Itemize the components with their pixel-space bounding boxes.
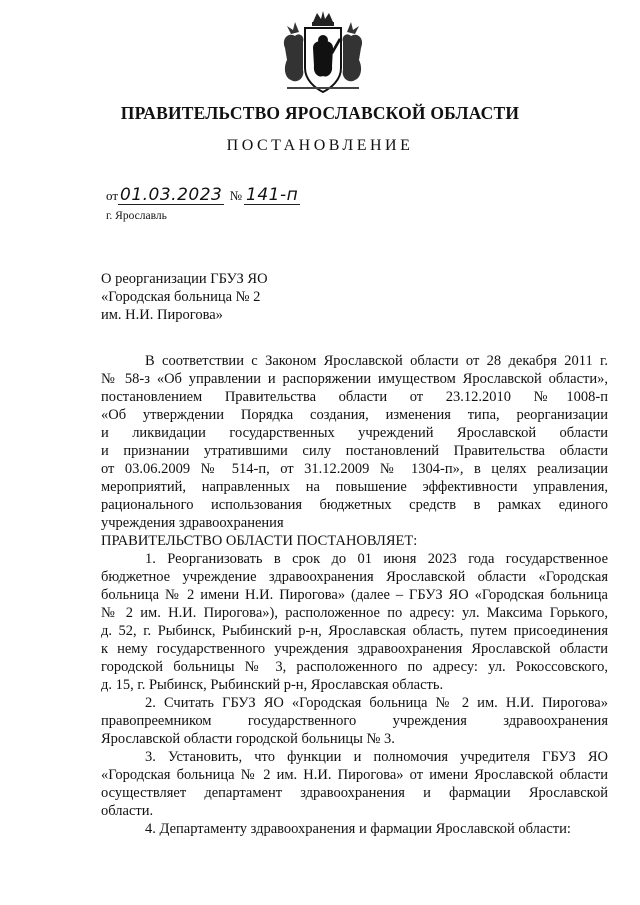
text-line: от 03.06.2009 № 514-п, от 31.12.2009 № 1304-п», в целях реализации [101,461,608,477]
coat-of-arms-icon [277,8,369,96]
text-line: № 2 им. Н.И. Пирогова»), расположенное по адресу: ул. Максима Горького, [101,605,608,621]
subject-line: им. Н.И. Пирогова» [101,307,223,323]
text-line: и признании утратившими силу постановлений Правительства области [101,443,608,459]
resolves-heading: ПРАВИТЕЛЬСТВО ОБЛАСТИ ПОСТАНОВЛЯЕТ: [101,533,418,549]
document-subject [101,270,431,324]
text-line: рационального использования бюджетных средств в рамках единого [101,497,608,513]
text-line: области. [101,803,154,819]
text-line: и ликвидации государственных учреждений Ярославской области [101,425,608,441]
item-3-paragraph [101,748,608,820]
text-line: 2. Считать ГБУЗ ЯО «Городская больница № 2 им. Н.И. Пирогова» [145,695,608,711]
handwritten-number: 141-п [246,185,299,205]
date-number-line [106,186,300,205]
text-line: д. 52, г. Рыбинск, Рыбинский р-н, Ярославская область, путем присоединения [101,623,608,639]
handwritten-date: 01.03.2023 [120,185,223,205]
item-1-paragraph [101,550,608,694]
text-line: больница № 2 имени Н.И. Пирогова» (далее – ГБУЗ ЯО «Городская больница [101,587,608,603]
text-line: 1. Реорганизовать в срок до 01 июня 2023 года государственное [145,551,608,567]
text-line: постановлением Правительства области от 23.12.2010 №1008-п [101,389,608,405]
text-line: к нему государственного учреждения здравоохранения Ярославской области [101,641,608,657]
city-line: г. Ярославль [106,210,167,222]
subject-line: «Городская больница № 2 [101,289,261,305]
preamble-paragraph [101,352,608,532]
text-line: «Городская больница № 2 им. Н.И. Пирогова» от имени Ярославской области [101,767,608,783]
item-2-paragraph [101,694,608,748]
text-line: «Об утверждении Порядка создания, изменения типа, реорганизации [101,407,608,423]
subject-line: О реорганизации ГБУЗ ЯО [101,271,268,287]
document-type: ПОСТАНОВЛЕНИЕ [226,137,414,154]
item-4-paragraph [101,820,608,838]
date-prefix: от [106,188,119,203]
government-title: ПРАВИТЕЛЬСТВО ЯРОСЛАВСКОЙ ОБЛАСТИ [120,103,520,123]
text-line: В соответствии с Законом Ярославской области от 28 декабря 2011 г. [145,353,608,369]
text-line: учреждения здравоохранения [101,515,284,531]
text-line: правопреемником государственного учреждения здравоохранения [101,713,608,729]
text-line: мероприятий, направленных на повышение эффективности управления, [101,479,608,495]
text-line: осуществляет департамент здравоохранения и фармации Ярославской [101,785,608,801]
text-line: Ярославской области городской больницы № 3. [101,731,395,747]
text-line: городской больницы № 3, расположенного по адресу: ул. Рокоссовского, [101,659,608,675]
number-prefix: № [229,188,243,203]
text-line: бюджетное учреждение здравоохранения Ярославской области «Городская [101,569,608,585]
text-line: 4. Департаменту здравоохранения и фармации Ярославской области: [145,821,571,837]
text-line: 3. Установить, что функции и полномочия учредителя ГБУЗ ЯО [145,749,608,765]
document-body [101,352,608,838]
text-line: № 58-з «Об управлении и распоряжении имуществом Ярославской области», [101,371,608,387]
text-line: д. 15, г. Рыбинск, Рыбинский р-н, Ярославская область. [101,677,444,693]
